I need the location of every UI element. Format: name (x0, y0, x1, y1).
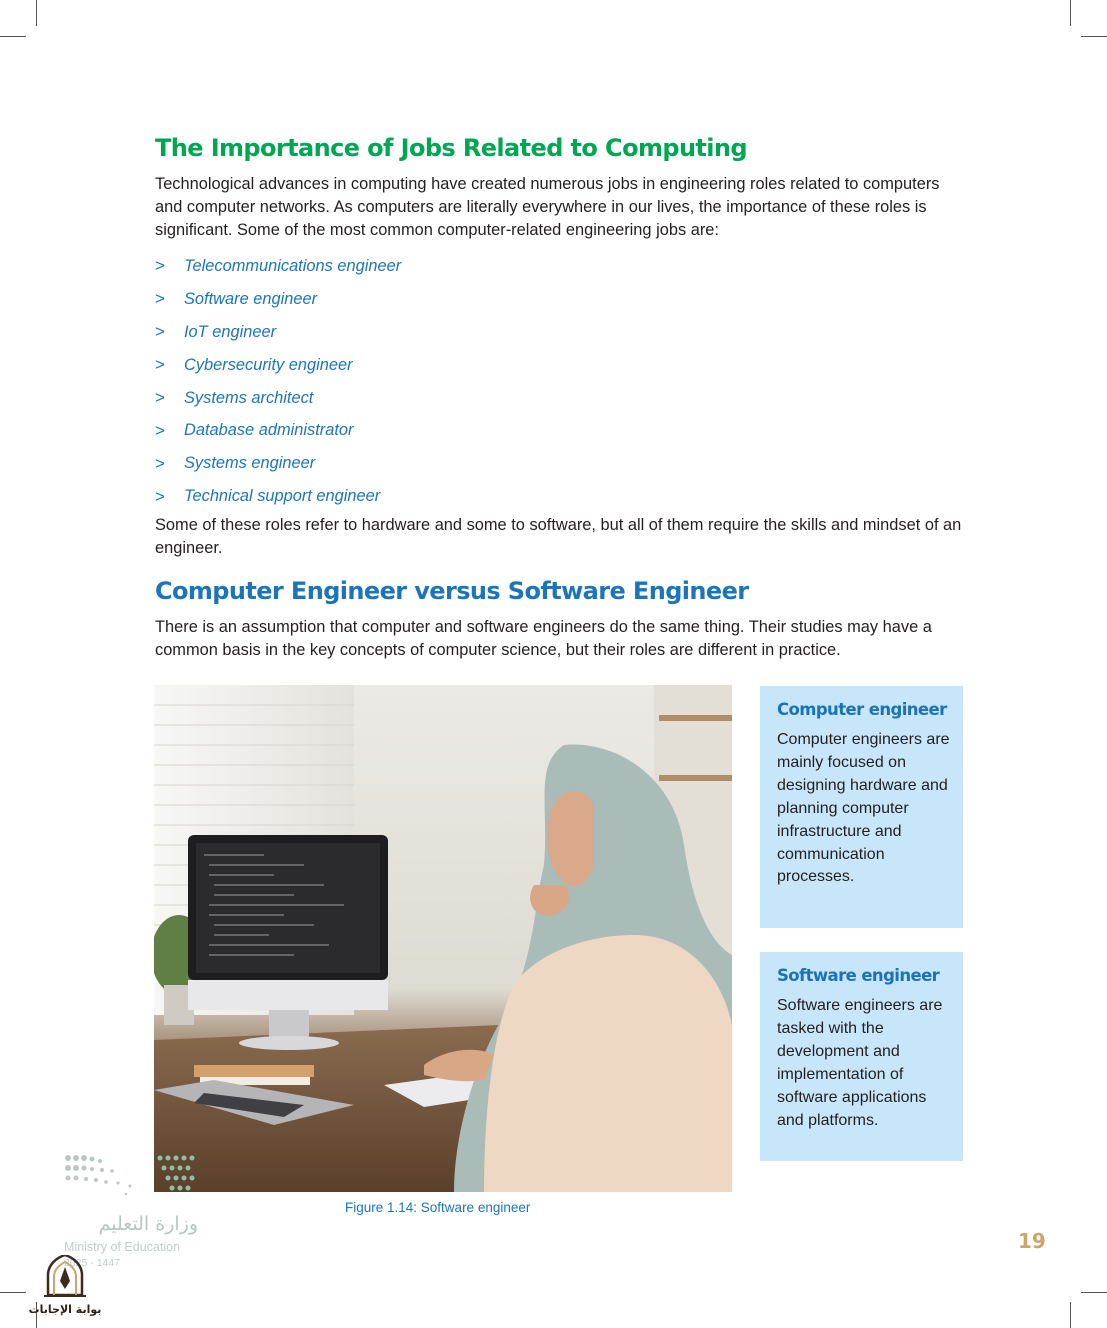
chevron-right-icon: > (155, 420, 165, 440)
ministry-year: 2025 - 1447 (64, 1257, 121, 1269)
gateway-icon (26, 1255, 106, 1320)
jobs-list (155, 250, 401, 513)
section2-heading: Computer Engineer versus Software Engineer (155, 577, 749, 605)
crop-mark (0, 36, 26, 37)
section1-outro: Some of these roles refer to hardware and some to software, but all of them require the skills and mindset of an engineer. (155, 516, 962, 557)
list-item (155, 316, 401, 349)
job-title: Systems architect (184, 388, 314, 407)
page-number: 19 (1018, 1229, 1046, 1253)
job-title: Technical support engineer (184, 487, 381, 506)
ministry-dots-icon (60, 1150, 210, 1270)
list-item (155, 382, 401, 415)
job-title: Software engineer (184, 289, 318, 308)
chevron-right-icon: > (155, 453, 165, 473)
list-item (155, 250, 401, 283)
gateway-label: بوابة الإجابات (28, 1303, 102, 1316)
list-item (155, 349, 401, 382)
section1-heading: The Importance of Jobs Related to Computing (155, 134, 747, 162)
box-text: Computer engineers are mainly focused on designing hardware and planning computer infrastructure and communication processes. (777, 731, 950, 886)
crop-mark (36, 0, 37, 26)
list-item (155, 480, 401, 513)
box-title: Software engineer (777, 966, 940, 985)
job-title: Telecommunications engineer (184, 256, 402, 275)
job-title: Systems engineer (184, 454, 316, 473)
figure-caption: Figure 1.14: Software engineer (345, 1200, 531, 1215)
computer-engineer-box (760, 686, 963, 928)
ministry-name-en: Ministry of Education (64, 1240, 181, 1254)
figure-image (154, 685, 732, 1192)
chevron-right-icon: > (155, 289, 165, 309)
job-title: Database administrator (184, 421, 354, 440)
job-title: Cybersecurity engineer (184, 355, 353, 374)
box-text: Software engineers are tasked with the development and implementation of software applications and platforms. (777, 997, 943, 1129)
crop-mark (1081, 36, 1107, 37)
crop-mark (1070, 1302, 1071, 1328)
ministry-name-ar: وزارة التعليم (98, 1213, 198, 1235)
answers-gateway-logo (26, 1255, 106, 1320)
job-title: IoT engineer (184, 322, 277, 341)
list-item (155, 283, 401, 316)
list-item (155, 447, 401, 480)
chevron-right-icon: > (155, 256, 165, 276)
chevron-right-icon: > (155, 322, 165, 342)
chevron-right-icon: > (155, 355, 165, 375)
crop-mark (1081, 1292, 1107, 1293)
crop-mark (1070, 0, 1071, 26)
software-engineer-illustration (154, 685, 732, 1192)
section1-intro: Technological advances in computing have created numerous jobs in engineering roles related to computers and computer networks. As computers are literally everywhere in our lives, the importance of these roles is significant. Some of the most common computer-related engineering jobs are: (155, 175, 940, 239)
ministry-logo (60, 1150, 210, 1270)
chevron-right-icon: > (155, 486, 165, 506)
section2-intro: There is an assumption that computer and software engineers do the same thing. Their studies may have a common basis in the key concepts of computer science, but their roles are different in practice. (155, 618, 932, 659)
chevron-right-icon: > (155, 388, 165, 407)
crop-mark (0, 1292, 26, 1293)
list-item (155, 414, 401, 447)
box-title: Computer engineer (777, 700, 947, 719)
software-engineer-box (760, 952, 963, 1161)
